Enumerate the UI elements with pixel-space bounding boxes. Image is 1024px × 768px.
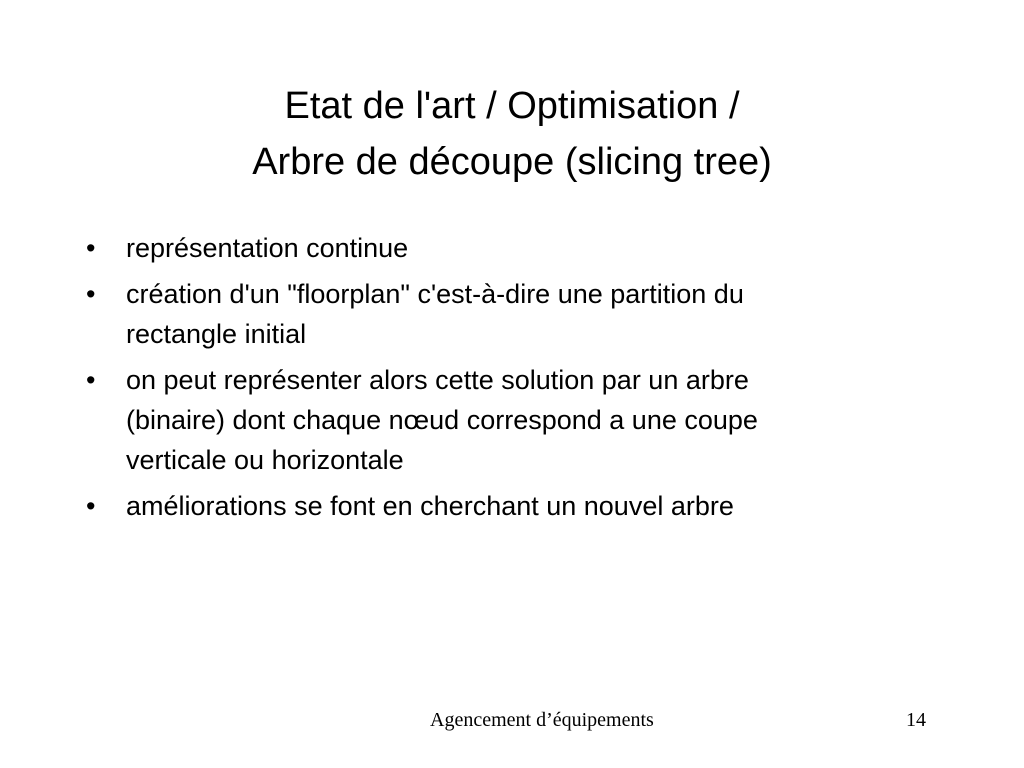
bullet-text — [126, 228, 956, 268]
bullet-line: améliorations se font en cherchant un nouvel arbre — [126, 491, 734, 521]
bullet-icon: • — [86, 491, 96, 521]
title-line-2: Arbre de découpe (slicing tree) — [252, 141, 772, 183]
bullet-text — [126, 274, 956, 354]
bullet-line: représentation continue — [126, 233, 409, 263]
bullet-line: rectangle initial — [126, 319, 307, 349]
bullet-text — [126, 486, 956, 526]
bullet-line: création d'un "floorplan" c'est-à-dire une partition du — [126, 279, 744, 309]
bullet-line: verticale ou horizontale — [126, 445, 404, 475]
bullet-list — [86, 228, 956, 532]
bullet-item — [86, 360, 956, 480]
bullet-icon: • — [86, 233, 96, 263]
bullet-item — [86, 486, 956, 526]
bullet-text — [126, 360, 956, 480]
bullet-line: (binaire) dont chaque nœud correspond a une coupe — [126, 405, 758, 435]
footer-text: Agencement d’équipements — [430, 709, 654, 731]
page-number: 14 — [906, 709, 926, 731]
bullet-line: on peut représenter alors cette solution par un arbre — [126, 365, 749, 395]
bullet-icon: • — [86, 365, 96, 395]
bullet-icon: • — [86, 279, 96, 309]
title-line-1: Etat de l'art / Optimisation / — [284, 85, 740, 127]
bullet-item — [86, 274, 956, 354]
bullet-item — [86, 228, 956, 268]
slide-title — [0, 78, 1024, 190]
